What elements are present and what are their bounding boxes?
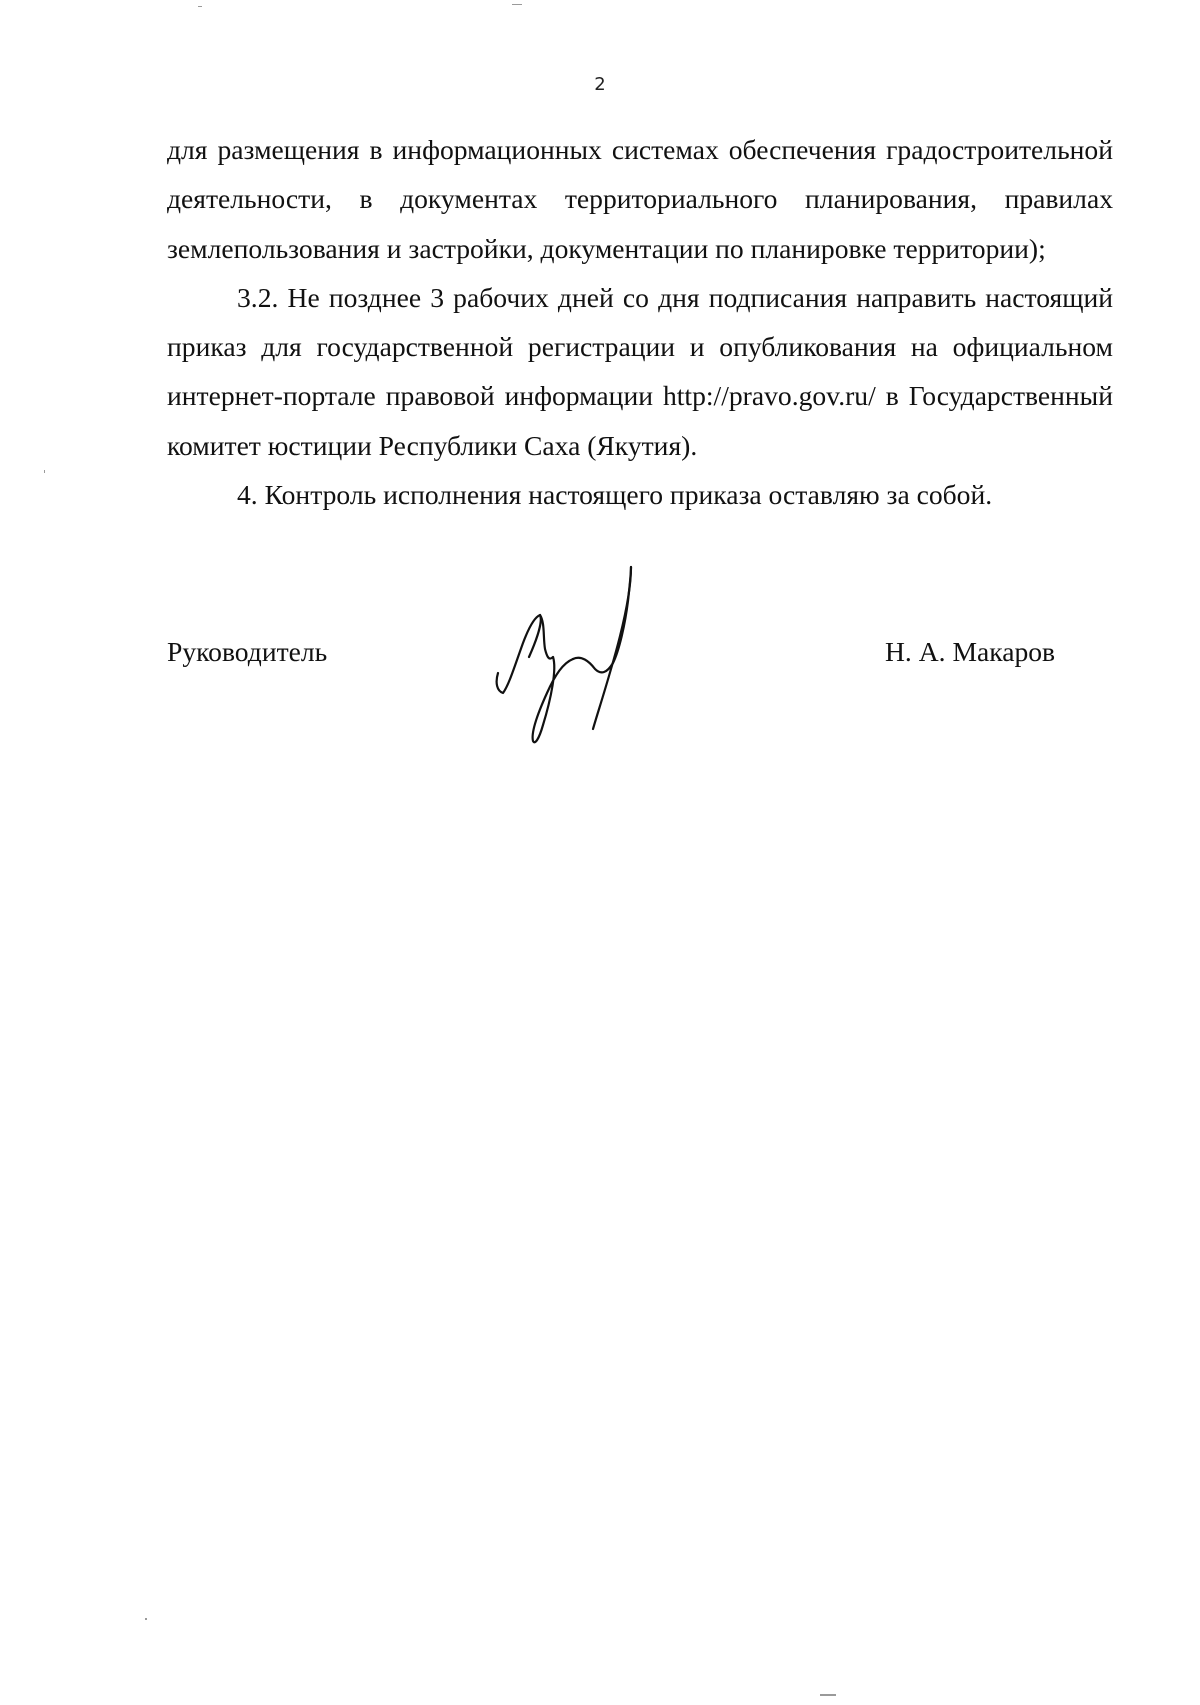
scan-artifact xyxy=(44,470,45,473)
scan-artifact xyxy=(512,4,522,5)
signer-name: Н. А. Макаров xyxy=(885,636,1056,667)
signer-position-title: Руководитель xyxy=(167,636,328,667)
body-paragraph-4: 4. Контроль исполнения настоящего приказа оставляю за собой. xyxy=(237,479,993,511)
scan-artifact xyxy=(198,6,202,7)
scan-artifact xyxy=(820,1694,836,1696)
handwritten-signature xyxy=(485,565,655,750)
body-paragraph-3-2: 3.2. Не позднее 3 рабочих дней со дня подписания направить настоящий приказ для государственной регистрации и опубликования на официальном интернет-портале правовой информации http://pravo.gov.ru/ в Государственный комитет юстиции Республики Саха (Якутия). xyxy=(167,281,1113,461)
scan-artifact xyxy=(145,1618,147,1620)
body-paragraph-continuation: для размещения в информационных системах обеспечения градостроительной деятельности, в документах территориального планирования, правилах землепользования и застройки, документации по планировке территории); xyxy=(167,134,1113,264)
page-number: 2 xyxy=(594,74,606,95)
document-body xyxy=(167,125,1113,519)
